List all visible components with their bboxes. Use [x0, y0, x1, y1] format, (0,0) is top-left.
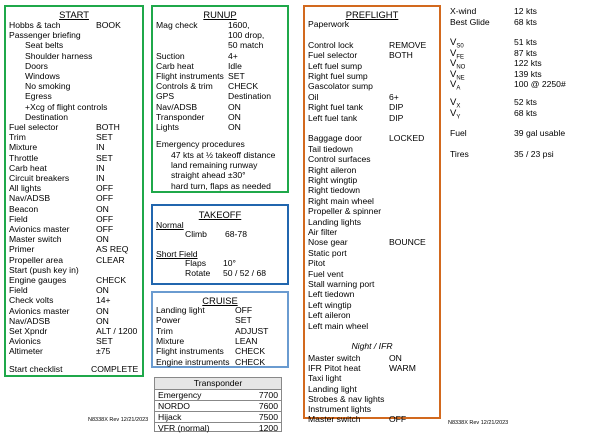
- preflight-item-label: Left fuel sump: [308, 60, 362, 71]
- preflight-item-value: BOUNCE: [389, 237, 426, 248]
- v-speed-subscript: S0: [456, 43, 464, 50]
- start-item-label: Start (push key in): [9, 264, 79, 275]
- emergency-title: Emergency procedures: [156, 139, 245, 149]
- start-item-label: All lights: [9, 183, 41, 194]
- start-item-value: ON: [96, 305, 109, 316]
- preflight-item-label: Right tiedown: [308, 185, 361, 196]
- v-speed-value: 139 kts: [514, 68, 542, 79]
- start-item-label: Beacon: [9, 203, 39, 214]
- preflight-item-value: LOCKED: [389, 133, 425, 144]
- preflight-item-label: Right wingtip: [308, 175, 358, 185]
- runup-item-value: ON: [228, 122, 241, 132]
- start-item-label: Circuit breakers: [9, 173, 70, 183]
- preflight-item-label: Fuel selector: [308, 50, 358, 61]
- tires-value: 35 / 23 psi: [514, 149, 554, 159]
- start-final-label: Start checklist: [9, 364, 63, 374]
- start-final-value: COMPLETE: [91, 364, 139, 374]
- runup-item-value: CHECK: [228, 81, 259, 92]
- takeoff-checklist: [151, 204, 289, 285]
- start-item-label: Egress: [25, 91, 52, 102]
- runup-item-value: 50 match: [228, 40, 264, 51]
- transponder-code: 7700: [258, 390, 278, 400]
- start-item-label: No smoking: [25, 81, 71, 92]
- start-item-label: Nav/ADSB: [9, 315, 51, 326]
- v-speed-symbol: V: [450, 68, 457, 80]
- preflight-item-label: Pitot: [308, 258, 326, 269]
- start-item-label: Primer: [9, 244, 35, 255]
- v-speed-subscript: NO: [456, 64, 466, 71]
- transponder-code: 7500: [258, 412, 278, 422]
- v-speed-subscript: Y: [456, 114, 461, 121]
- v-speed-label: [450, 80, 460, 92]
- start-final: [9, 365, 63, 374]
- preflight-item-label: Left fuel tank: [308, 112, 358, 123]
- transponder-label: Emergency: [158, 390, 202, 400]
- takeoff-normal-item-value: 68-78: [225, 229, 247, 239]
- fuel-value: 39 gal usable: [514, 128, 566, 138]
- start-item-value: SET: [96, 336, 113, 347]
- start-item-label: Set Xpndr: [9, 326, 48, 336]
- preflight-item-label: Air filter: [308, 227, 338, 237]
- start-item-value: ON: [96, 285, 109, 296]
- runup-item-value: SET: [228, 71, 245, 81]
- emergency-line: straight ahead ±30°: [171, 170, 246, 181]
- v-speed-subscript: FE: [456, 54, 465, 61]
- v-speed-value: 51 kts: [514, 37, 537, 47]
- start-item-label: Carb heat: [9, 162, 47, 173]
- start-item-value: IN: [96, 142, 105, 153]
- preflight-item-label: Landing lights: [308, 216, 362, 227]
- cruise-item-value: SET: [235, 315, 252, 326]
- transponder-code: 7600: [258, 401, 278, 411]
- preflight-item-label: Left wingtip: [308, 299, 352, 310]
- preflight-item-label: Oil: [308, 91, 319, 102]
- speeds-panel: [448, 5, 598, 165]
- cruise-item-label: Trim: [156, 325, 173, 336]
- start-item-label: Nav/ADSB: [9, 193, 51, 204]
- preflight-item-label: Static port: [308, 247, 347, 258]
- runup-item-label: Suction: [156, 50, 185, 61]
- start-item-label: Avionics: [9, 336, 41, 347]
- emergency-line: land remaining runway: [171, 160, 258, 171]
- runup-item-label: Flight instruments: [156, 71, 224, 81]
- runup-item-value: ON: [228, 101, 241, 112]
- start-item-label: Mixture: [9, 142, 38, 153]
- start-item-label: Hobbs & tach: [9, 20, 61, 30]
- start-item-value: AS REQ: [96, 244, 129, 255]
- v-speed-value: 100 @ 2250#: [514, 79, 566, 89]
- start-checklist: [4, 5, 144, 377]
- start-item-label: Throttle: [9, 152, 39, 163]
- v-speed-subscript: NE: [456, 75, 465, 82]
- night-item-label: Strobes & nav lights: [308, 393, 385, 404]
- preflight-item-label: Baggage door: [308, 133, 362, 144]
- start-item-label: Check volts: [9, 295, 54, 306]
- runup-title: RUNUP: [203, 9, 237, 20]
- v-speed-symbol: V: [450, 47, 457, 59]
- preflight-item-label: Right fuel sump: [308, 71, 368, 81]
- night-ifr-title: Night / IFR: [351, 341, 393, 351]
- start-item-value: 14+: [96, 295, 111, 306]
- transponder-title: Transponder: [155, 378, 281, 389]
- cruise-item-value: CHECK: [235, 356, 266, 367]
- night-item-value: OFF: [389, 414, 407, 425]
- start-item-value: IN: [96, 162, 105, 173]
- takeoff-normal-item-label: Climb: [185, 229, 207, 239]
- v-speed-symbol: V: [450, 107, 457, 119]
- transponder-row: [155, 422, 281, 434]
- takeoff-short-item-label: Flaps: [185, 258, 207, 268]
- transponder-label: Hijack: [158, 412, 182, 422]
- cruise-item-label: Power: [156, 315, 181, 326]
- start-item-value: CHECK: [96, 275, 127, 285]
- start-item-label: Avionics master: [9, 305, 70, 316]
- start-item-value: BOTH: [96, 122, 120, 132]
- start-item-label: Fuel selector: [9, 122, 59, 132]
- takeoff-short-item-label: Rotate: [185, 268, 211, 279]
- start-item-value: ON: [96, 203, 109, 214]
- preflight-item-label: Control surfaces: [308, 154, 371, 165]
- preflight-item-label: Nose gear: [308, 237, 348, 248]
- night-item-label: Taxi light: [308, 373, 342, 384]
- v-speed-subscript: X: [456, 103, 461, 110]
- preflight-item-label: Paperwork: [308, 19, 350, 29]
- preflight-item-label: Fuel vent: [308, 268, 344, 279]
- speed-value: 12 kts: [514, 6, 537, 16]
- speed-label: X-wind: [450, 6, 477, 16]
- transponder-table: [154, 377, 282, 432]
- night-item-label: Master switch: [308, 414, 361, 425]
- preflight-item-label: Control lock: [308, 39, 354, 50]
- preflight-item-label: Tail tiedown: [308, 143, 353, 154]
- start-item-value: ALT / 1200: [96, 326, 138, 336]
- start-item-value: IN: [96, 173, 105, 183]
- start-item-value: ON: [96, 234, 109, 245]
- runup-item-label: Controls & trim: [156, 81, 213, 92]
- cruise-item-label: Flight instruments: [156, 346, 224, 357]
- start-item-value: SET: [96, 132, 113, 143]
- tires-label: Tires: [450, 149, 469, 159]
- speed-value: 68 kts: [514, 16, 537, 27]
- preflight-item-label: Left main wheel: [308, 320, 369, 331]
- start-item-label: Field: [9, 285, 28, 296]
- takeoff-normal-label: Normal: [156, 220, 184, 230]
- preflight-item-label: Propeller & spinner: [308, 206, 382, 217]
- preflight-title: PREFLIGHT: [345, 9, 399, 20]
- emergency-line: 47 kts at ½ takeoff distance: [171, 150, 276, 160]
- preflight-item-label: Gascolator sump: [308, 81, 373, 92]
- takeoff-title: TAKEOFF: [198, 209, 242, 220]
- preflight-item-label: Stall warning port: [308, 279, 375, 289]
- preflight-item-label: Left aileron: [308, 310, 351, 321]
- night-item-label: Instrument lights: [308, 404, 372, 414]
- start-item-value: OFF: [96, 224, 114, 234]
- start-item-value: BOOK: [96, 20, 121, 30]
- runup-item-value: Idle: [228, 60, 242, 71]
- night-item-label: IFR Pitot heat: [308, 363, 361, 374]
- start-item-value: OFF: [96, 213, 114, 224]
- start-item-label: Field: [9, 213, 28, 224]
- night-item-label: Landing light: [308, 383, 357, 394]
- emergency-line: hard turn, flaps as needed: [171, 180, 271, 191]
- takeoff-short-label: Short Field: [156, 249, 198, 259]
- start-item-label: Trim: [9, 132, 26, 143]
- runup-item-value: Destination: [228, 91, 271, 102]
- v-speed-subscript: A: [456, 85, 461, 92]
- transponder-label: NORDO: [158, 401, 190, 411]
- v-speed-value: 52 kts: [514, 97, 537, 107]
- preflight-item-value: DIP: [389, 102, 404, 113]
- cruise-item-label: Mixture: [156, 335, 185, 346]
- preflight-item-value: DIP: [389, 112, 404, 123]
- night-item-value: ON: [389, 353, 402, 363]
- cruise-item-value: ADJUST: [235, 325, 269, 336]
- preflight-item-label: Right main wheel: [308, 195, 374, 206]
- start-item-label: Destination: [25, 111, 68, 122]
- preflight-item-label: Right aileron: [308, 164, 357, 175]
- night-item-value: WARM: [389, 363, 416, 374]
- v-speed-value: 68 kts: [514, 107, 537, 118]
- runup-item-label: Lights: [156, 122, 179, 132]
- runup-item-value: 1600,: [228, 20, 250, 30]
- runup-item-label: GPS: [156, 91, 175, 102]
- cruise-item-label: Landing light: [156, 305, 205, 315]
- runup-item-label: Carb heat: [156, 60, 194, 71]
- takeoff-short-item-value: 10°: [223, 258, 236, 268]
- runup-item-value: 4+: [228, 50, 238, 61]
- speed-label: Best Glide: [450, 16, 490, 27]
- start-item-label: Shoulder harness: [25, 50, 93, 61]
- cruise-title: CRUISE: [202, 295, 238, 306]
- runup-item-label: Nav/ADSB: [156, 101, 198, 112]
- start-item-label: Avionics master: [9, 224, 70, 234]
- runup-checklist: [151, 5, 289, 193]
- transponder-code: 1200: [258, 423, 278, 433]
- start-item-label: Windows: [25, 71, 60, 81]
- start-title: START: [59, 9, 89, 20]
- start-item-value: ±75: [96, 346, 111, 357]
- v-speed-symbol: V: [450, 97, 457, 108]
- runup-item-value: 100 drop,: [228, 30, 265, 41]
- v-speed-symbol: V: [450, 79, 457, 90]
- preflight-item-value: REMOVE: [389, 39, 427, 50]
- start-item-value: OFF: [96, 183, 114, 194]
- preflight-item-label: Right fuel tank: [308, 102, 363, 113]
- start-item-label: Seat belts: [25, 40, 64, 51]
- night-item-label: Master switch: [308, 353, 361, 363]
- start-item-label: Doors: [25, 60, 48, 71]
- runup-item-label: Mag check: [156, 20, 198, 30]
- footer-revision-right: N8338X Rev 12/21/2023: [448, 420, 509, 426]
- preflight-item-label: Left tiedown: [308, 289, 355, 300]
- v-speed-symbol: V: [450, 58, 457, 69]
- start-item-label: Master switch: [9, 234, 62, 245]
- preflight-item-value: 6+: [389, 91, 399, 102]
- cruise-item-value: OFF: [235, 305, 253, 315]
- start-item-label: Altimeter: [9, 346, 43, 357]
- start-item-value: OFF: [96, 193, 114, 204]
- runup-item-value: ON: [228, 111, 241, 122]
- v-speed-value: 122 kts: [514, 58, 542, 68]
- start-item-label: Propeller area: [9, 254, 63, 265]
- preflight-checklist: [303, 5, 441, 425]
- footer-revision-left: N8338X Rev 12/21/2023: [88, 417, 149, 423]
- start-item-value: ON: [96, 315, 109, 326]
- fuel-label: Fuel: [450, 128, 467, 138]
- v-speed-label: [450, 109, 460, 121]
- cruise-item-value: LEAN: [235, 335, 258, 346]
- start-item-value: CLEAR: [96, 254, 125, 265]
- preflight-item-value: BOTH: [389, 50, 413, 61]
- start-item-label: Engine gauges: [9, 275, 67, 285]
- transponder-label: VFR (normal): [158, 423, 210, 433]
- start-item-label: Passenger briefing: [9, 30, 81, 41]
- v-speed-value: 87 kts: [514, 47, 537, 58]
- cruise-item-value: CHECK: [235, 346, 266, 357]
- start-item-label: +Xcg of flight controls: [25, 101, 108, 112]
- runup-item-label: Transponder: [156, 111, 205, 122]
- cruise-item-label: Engine instruments: [156, 356, 230, 367]
- takeoff-short-item-value: 50 / 52 / 68: [223, 268, 267, 279]
- start-item-value: SET: [96, 152, 113, 163]
- cruise-checklist: [151, 291, 289, 368]
- v-speed-symbol: V: [450, 37, 457, 48]
